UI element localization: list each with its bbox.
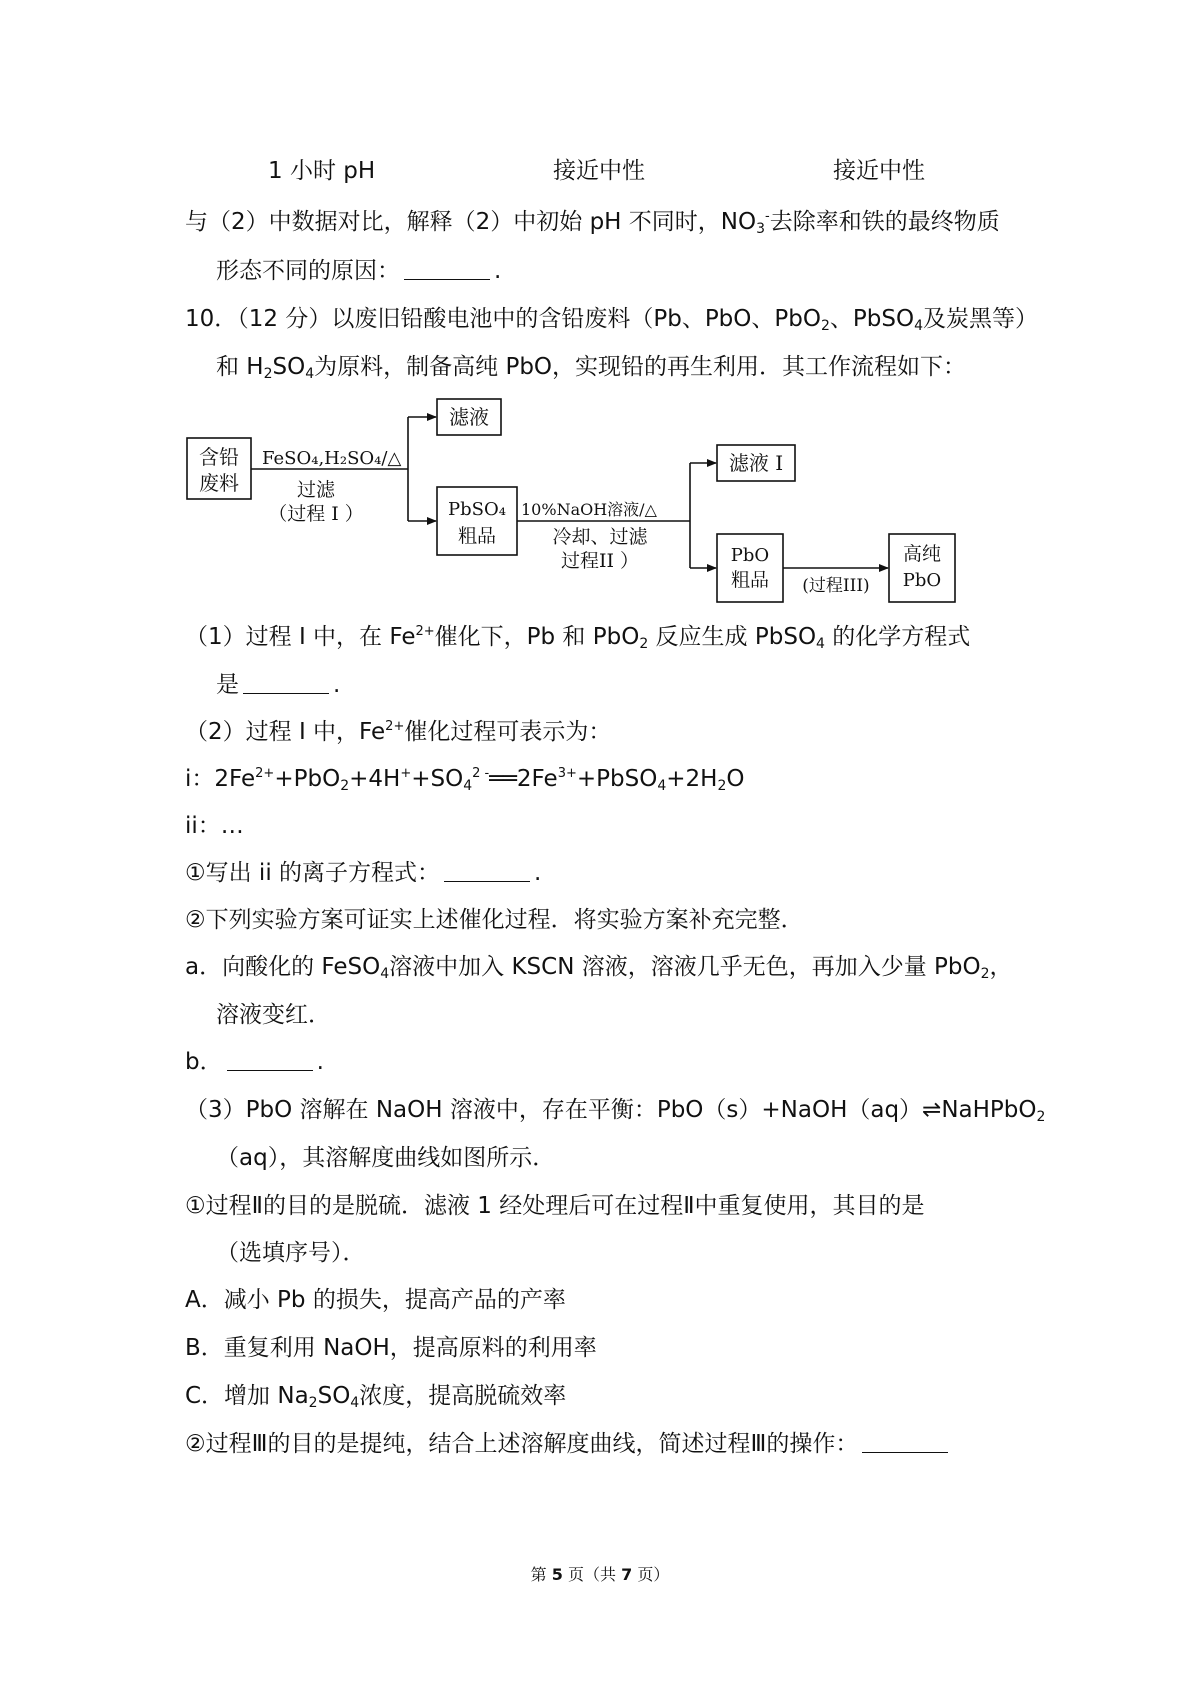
answer-blank[interactable] bbox=[227, 1048, 313, 1071]
answer-blank[interactable] bbox=[444, 859, 530, 882]
flow-diagram bbox=[0, 395, 1200, 615]
option-a-line-1: a．向酸化的 FeSO$_4$溶液中加入 KSCN 溶液，溶液几乎无色，再加入少量 PbO$_2$， bbox=[185, 954, 1013, 982]
label-step2-reagent: 10%NaOH溶液/△ bbox=[521, 500, 657, 519]
page-footer: 第 5 页（共 7 页） bbox=[530, 1565, 670, 1584]
answer-blank[interactable] bbox=[404, 257, 490, 280]
label-high-purity-pbo: PbO bbox=[902, 570, 942, 591]
intro-line-1: 与（2）中数据对比，解释（2）中初始 pH 不同时，$NO_3^-$去除率和铁的最终物质 bbox=[185, 209, 1000, 237]
label-high-purity: 高纯 bbox=[902, 543, 942, 565]
choice-c: C．增加 $Na_2SO_4$浓度，提高脱硫效率 bbox=[185, 1383, 567, 1411]
part-2-line: （2）过程 I 中，$Fe^{2+}$催化过程可表示为： bbox=[185, 719, 612, 745]
label-pbo: PbO bbox=[730, 545, 770, 566]
part-2-q1: ①写出 ii 的离子方程式： . bbox=[185, 860, 542, 886]
question-10-line-1: 10．（12 分）以废旧铅酸电池中的含铅废料（Pb、PbO、PbO$_2$、PbSO$_4$及炭黑等） bbox=[185, 306, 1038, 334]
part-3-q2: ②过程Ⅲ的目的是提纯，结合上述溶解度曲线，简述过程Ⅲ的操作： bbox=[185, 1428, 952, 1460]
choice-a: A．减小 Pb 的损失，提高产品的产率 bbox=[185, 1287, 566, 1313]
label-pbo-crude: 粗品 bbox=[730, 569, 770, 591]
table-row-cell-2: 接近中性 bbox=[833, 158, 925, 184]
table-row-label: 1 小时 pH bbox=[268, 158, 376, 184]
intro-line-2: 形态不同的原因： . bbox=[216, 258, 502, 284]
part-3-line-1: （3）PbO 溶解在 NaOH 溶液中，存在平衡：PbO（s）+NaOH（aq）⇌NaHPbO$_2$ bbox=[185, 1097, 1046, 1125]
label-lead-waste-2: 废料 bbox=[199, 471, 239, 495]
label-step3-name: (过程III) bbox=[802, 576, 870, 596]
answer-blank[interactable] bbox=[243, 671, 329, 694]
label-step2-op: 冷却、过滤 bbox=[552, 526, 648, 548]
option-b-line: b． . bbox=[185, 1049, 324, 1075]
label-lead-waste-1: 含铅 bbox=[199, 445, 239, 469]
equation-ii: ii：… bbox=[185, 813, 244, 839]
part-3-q1-line-1: ①过程Ⅱ的目的是脱硫．滤液 1 经处理后可在过程Ⅱ中重复使用，其目的是 bbox=[185, 1193, 925, 1219]
label-step2-name: 过程II ） bbox=[560, 550, 640, 572]
label-filtrate-1: 滤液 I bbox=[728, 451, 784, 475]
table-row-cell-1: 接近中性 bbox=[553, 158, 645, 184]
label-filtrate: 滤液 bbox=[449, 405, 489, 429]
label-pbso4-crude: 粗品 bbox=[457, 525, 497, 547]
part-1-line-1: （1）过程 I 中，在 $Fe^{2+}$催化下，Pb 和 PbO$_2$ 反应生成 PbSO$_4$ 的化学方程式 bbox=[185, 624, 971, 652]
label-pbso4: PbSO₄ bbox=[448, 499, 506, 520]
part-2-q2: ②下列实验方案可证实上述催化过程．将实验方案补充完整． bbox=[185, 907, 804, 933]
part-3-line-2: （aq），其溶解度曲线如图所示． bbox=[216, 1145, 556, 1171]
question-10-line-2: 和 $H_2SO_4$为原料，制备高纯 PbO，实现铅的再生利用．其工作流程如下： bbox=[216, 354, 967, 382]
choice-b: B．重复利用 NaOH，提高原料的利用率 bbox=[185, 1335, 597, 1361]
answer-blank[interactable] bbox=[862, 1430, 948, 1453]
option-a-line-2: 溶液变红． bbox=[216, 1002, 331, 1028]
label-step1-op: 过滤 bbox=[296, 479, 336, 501]
label-step1-name: （过程 I ） bbox=[268, 503, 364, 525]
label-step1-reagent: FeSO₄,H₂SO₄/△ bbox=[262, 448, 402, 469]
part-1-line-2: 是 . bbox=[216, 672, 341, 698]
part-3-q1-line-2: （选填序号）． bbox=[216, 1240, 366, 1266]
equation-i: i：$2Fe^{2+}+PbO_2+4H^++SO_4^{2 -}══2Fe^{3+}+PbSO_4+2H_2O$ bbox=[185, 766, 745, 794]
